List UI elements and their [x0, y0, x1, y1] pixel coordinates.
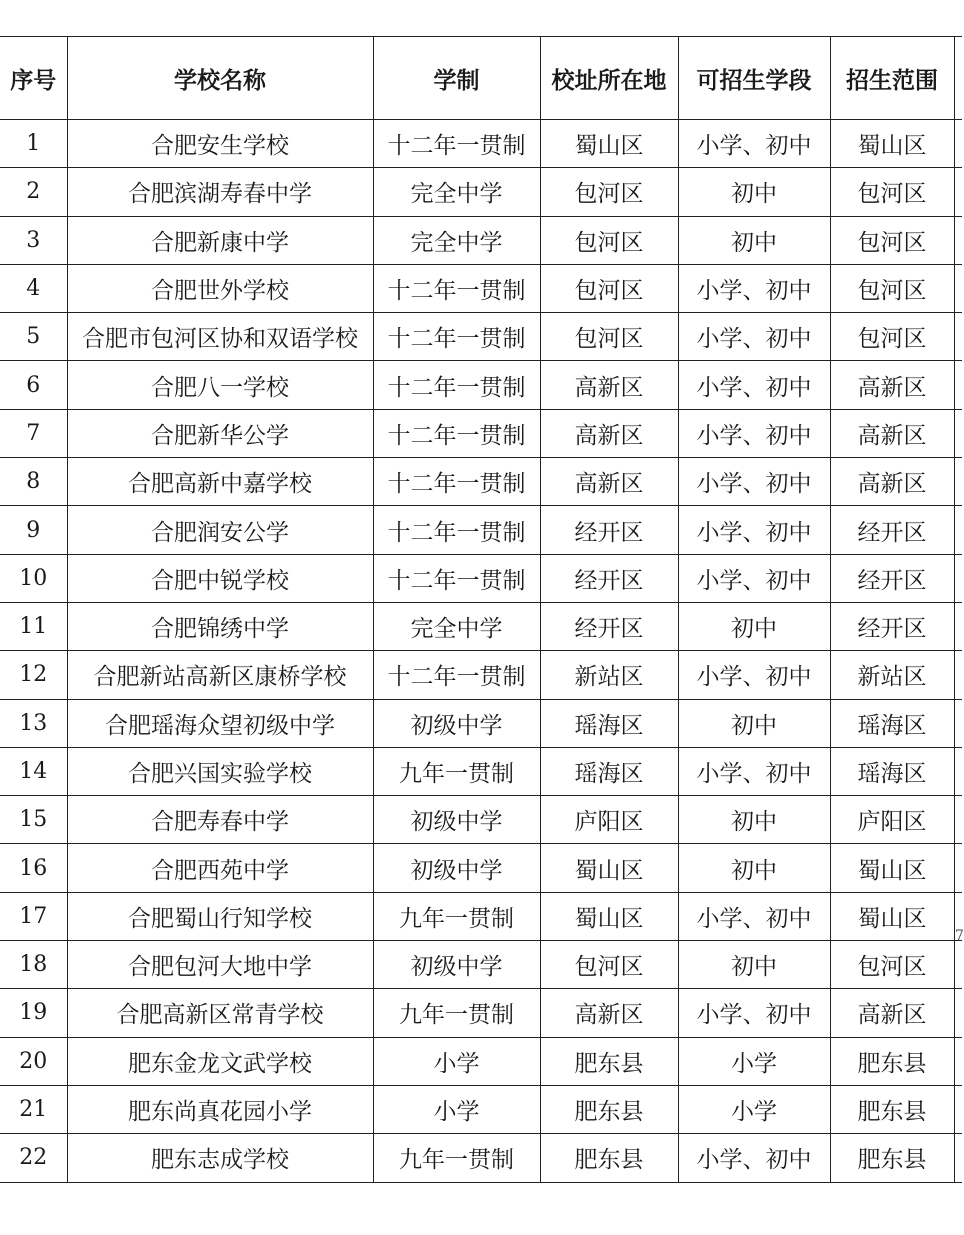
trailing-cell: [954, 458, 962, 506]
cell-enroll-range: 蜀山区: [830, 844, 954, 892]
cell-no: 12: [0, 651, 67, 699]
cell-enroll-stage: 初中: [678, 941, 830, 989]
cell-school-system: 小学: [373, 1037, 540, 1085]
cell-location: 高新区: [540, 458, 678, 506]
cell-no: 9: [0, 506, 67, 554]
trailing-cell: [954, 1134, 962, 1182]
cell-school-name: 肥东金龙文武学校: [67, 1037, 373, 1085]
cell-enroll-stage: 小学、初中: [678, 892, 830, 940]
cell-school-system: 九年一贯制: [373, 892, 540, 940]
trailing-cell: [954, 409, 962, 457]
cell-school-name: 合肥市包河区协和双语学校: [67, 313, 373, 361]
cell-school-name: 合肥蜀山行知学校: [67, 892, 373, 940]
cell-location: 蜀山区: [540, 892, 678, 940]
cell-location: 经开区: [540, 506, 678, 554]
table-row: [0, 1037, 962, 1085]
cell-school-system: 九年一贯制: [373, 747, 540, 795]
trailing-cell: [954, 554, 962, 602]
trailing-cell: [954, 747, 962, 795]
trailing-cell: [954, 796, 962, 844]
cell-school-system: 完全中学: [373, 602, 540, 650]
trailing-cell: [954, 361, 962, 409]
header-trailing-cell: [954, 37, 962, 120]
cell-school-system: 十二年一贯制: [373, 651, 540, 699]
cell-no: 4: [0, 264, 67, 312]
trailing-cell: [954, 264, 962, 312]
cell-location: 包河区: [540, 313, 678, 361]
cell-no: 5: [0, 313, 67, 361]
school-table-container: [0, 36, 962, 1183]
cell-location: 新站区: [540, 651, 678, 699]
cell-enroll-range: 瑶海区: [830, 747, 954, 795]
header-enroll-range: 招生范围: [830, 37, 954, 120]
table-row: [0, 651, 962, 699]
cell-enroll-range: 包河区: [830, 313, 954, 361]
cell-enroll-range: 高新区: [830, 361, 954, 409]
cell-school-system: 完全中学: [373, 168, 540, 216]
header-school-name: 学校名称: [67, 37, 373, 120]
cell-school-system: 十二年一贯制: [373, 409, 540, 457]
cell-location: 肥东县: [540, 1085, 678, 1133]
cell-enroll-range: 包河区: [830, 216, 954, 264]
cell-school-system: 小学: [373, 1085, 540, 1133]
cell-school-name: 肥东尚真花园小学: [67, 1085, 373, 1133]
cell-no: 16: [0, 844, 67, 892]
cell-no: 10: [0, 554, 67, 602]
cell-school-name: 合肥寿春中学: [67, 796, 373, 844]
trailing-cell: [954, 699, 962, 747]
cell-school-system: 十二年一贯制: [373, 506, 540, 554]
cell-enroll-stage: 初中: [678, 699, 830, 747]
cell-enroll-range: 肥东县: [830, 1085, 954, 1133]
cell-enroll-range: 蜀山区: [830, 120, 954, 168]
cell-school-system: 十二年一贯制: [373, 120, 540, 168]
cell-enroll-range: 肥东县: [830, 1134, 954, 1182]
trailing-cell: [954, 216, 962, 264]
cell-enroll-range: 蜀山区: [830, 892, 954, 940]
cell-school-name: 合肥包河大地中学: [67, 941, 373, 989]
table-row: [0, 747, 962, 795]
edge-glyph: 7: [955, 928, 964, 944]
cell-no: 19: [0, 989, 67, 1037]
table-body: [0, 120, 962, 1183]
cell-school-system: 初级中学: [373, 796, 540, 844]
cell-enroll-range: 包河区: [830, 168, 954, 216]
cell-enroll-range: 新站区: [830, 651, 954, 699]
cell-enroll-range: 包河区: [830, 264, 954, 312]
cell-enroll-range: 肥东县: [830, 1037, 954, 1085]
table-row: [0, 361, 962, 409]
cell-school-system: 十二年一贯制: [373, 313, 540, 361]
cell-enroll-stage: 小学、初中: [678, 651, 830, 699]
cell-no: 22: [0, 1134, 67, 1182]
cell-location: 蜀山区: [540, 120, 678, 168]
header-school-system: 学制: [373, 37, 540, 120]
cell-school-name: 合肥瑶海众望初级中学: [67, 699, 373, 747]
table-row: [0, 120, 962, 168]
cell-enroll-range: 高新区: [830, 989, 954, 1037]
cell-location: 高新区: [540, 989, 678, 1037]
table-row: [0, 941, 962, 989]
cell-school-system: 初级中学: [373, 699, 540, 747]
cell-enroll-range: 经开区: [830, 602, 954, 650]
trailing-cell: [954, 313, 962, 361]
cell-enroll-range: 瑶海区: [830, 699, 954, 747]
cell-location: 包河区: [540, 168, 678, 216]
cell-enroll-stage: 小学、初中: [678, 554, 830, 602]
cell-school-system: 十二年一贯制: [373, 264, 540, 312]
cell-school-name: 合肥中锐学校: [67, 554, 373, 602]
cell-enroll-range: 高新区: [830, 458, 954, 506]
trailing-cell: [954, 1085, 962, 1133]
cell-enroll-stage: 初中: [678, 844, 830, 892]
cell-enroll-range: 经开区: [830, 554, 954, 602]
cell-enroll-range: 高新区: [830, 409, 954, 457]
cell-enroll-stage: 小学、初中: [678, 458, 830, 506]
cell-location: 包河区: [540, 941, 678, 989]
cell-school-name: 合肥安生学校: [67, 120, 373, 168]
table-row: [0, 1134, 962, 1182]
cell-enroll-stage: 小学、初中: [678, 313, 830, 361]
header-enroll-stage: 可招生学段: [678, 37, 830, 120]
table-row: [0, 892, 962, 940]
cell-location: 瑶海区: [540, 747, 678, 795]
cell-no: 20: [0, 1037, 67, 1085]
cell-school-system: 九年一贯制: [373, 989, 540, 1037]
cell-school-name: 合肥滨湖寿春中学: [67, 168, 373, 216]
cell-school-name: 合肥八一学校: [67, 361, 373, 409]
cell-school-system: 完全中学: [373, 216, 540, 264]
cell-school-name: 合肥润安公学: [67, 506, 373, 554]
cell-school-name: 合肥锦绣中学: [67, 602, 373, 650]
table-row: [0, 313, 962, 361]
table-row: [0, 554, 962, 602]
cell-enroll-range: 经开区: [830, 506, 954, 554]
cell-school-system: 十二年一贯制: [373, 361, 540, 409]
trailing-cell: [954, 1037, 962, 1085]
cell-enroll-stage: 小学、初中: [678, 361, 830, 409]
cell-no: 13: [0, 699, 67, 747]
cell-school-name: 合肥高新中嘉学校: [67, 458, 373, 506]
table-row: [0, 844, 962, 892]
trailing-cell: [954, 506, 962, 554]
table-row: [0, 264, 962, 312]
cell-location: 庐阳区: [540, 796, 678, 844]
table-row: [0, 796, 962, 844]
trailing-cell: [954, 844, 962, 892]
trailing-cell: [954, 651, 962, 699]
cell-school-system: 九年一贯制: [373, 1134, 540, 1182]
cell-enroll-stage: 小学、初中: [678, 506, 830, 554]
header-location: 校址所在地: [540, 37, 678, 120]
cell-no: 7: [0, 409, 67, 457]
table-row: [0, 506, 962, 554]
cell-location: 肥东县: [540, 1037, 678, 1085]
table-row: [0, 168, 962, 216]
cell-school-system: 十二年一贯制: [373, 554, 540, 602]
cell-enroll-stage: 小学、初中: [678, 264, 830, 312]
cell-no: 18: [0, 941, 67, 989]
cell-enroll-stage: 小学、初中: [678, 989, 830, 1037]
cell-location: 肥东县: [540, 1134, 678, 1182]
cell-location: 蜀山区: [540, 844, 678, 892]
cell-location: 高新区: [540, 361, 678, 409]
cell-location: 瑶海区: [540, 699, 678, 747]
cell-school-system: 初级中学: [373, 844, 540, 892]
trailing-cell: [954, 120, 962, 168]
trailing-cell: [954, 168, 962, 216]
cell-location: 经开区: [540, 602, 678, 650]
cell-enroll-stage: 小学、初中: [678, 409, 830, 457]
cell-school-name: 肥东志成学校: [67, 1134, 373, 1182]
trailing-cell: [954, 941, 962, 989]
table-row: [0, 458, 962, 506]
table-row: [0, 409, 962, 457]
cell-enroll-stage: 初中: [678, 216, 830, 264]
cell-no: 21: [0, 1085, 67, 1133]
cell-no: 3: [0, 216, 67, 264]
cell-location: 包河区: [540, 264, 678, 312]
table-row: [0, 216, 962, 264]
cell-no: 1: [0, 120, 67, 168]
cell-enroll-stage: 初中: [678, 602, 830, 650]
cell-no: 6: [0, 361, 67, 409]
cell-enroll-stage: 小学: [678, 1085, 830, 1133]
cell-school-name: 合肥新站高新区康桥学校: [67, 651, 373, 699]
cell-no: 2: [0, 168, 67, 216]
cell-enroll-stage: 小学: [678, 1037, 830, 1085]
cell-no: 15: [0, 796, 67, 844]
cell-enroll-stage: 小学、初中: [678, 120, 830, 168]
cell-no: 17: [0, 892, 67, 940]
cell-school-system: 初级中学: [373, 941, 540, 989]
table-row: [0, 602, 962, 650]
header-row: [0, 37, 962, 120]
cell-location: 高新区: [540, 409, 678, 457]
cell-school-name: 合肥西苑中学: [67, 844, 373, 892]
table-row: [0, 989, 962, 1037]
cell-enroll-stage: 初中: [678, 168, 830, 216]
cell-no: 8: [0, 458, 67, 506]
cell-enroll-range: 包河区: [830, 941, 954, 989]
cell-enroll-stage: 小学、初中: [678, 747, 830, 795]
cell-school-name: 合肥高新区常青学校: [67, 989, 373, 1037]
cell-location: 包河区: [540, 216, 678, 264]
cell-no: 11: [0, 602, 67, 650]
cell-school-name: 合肥世外学校: [67, 264, 373, 312]
cell-school-name: 合肥新华公学: [67, 409, 373, 457]
cell-enroll-range: 庐阳区: [830, 796, 954, 844]
cell-location: 经开区: [540, 554, 678, 602]
cell-school-name: 合肥兴国实验学校: [67, 747, 373, 795]
cell-school-system: 十二年一贯制: [373, 458, 540, 506]
cell-enroll-stage: 初中: [678, 796, 830, 844]
cell-no: 14: [0, 747, 67, 795]
trailing-cell: [954, 602, 962, 650]
header-no: 序号: [0, 37, 67, 120]
cell-school-name: 合肥新康中学: [67, 216, 373, 264]
cell-enroll-stage: 小学、初中: [678, 1134, 830, 1182]
school-table: [0, 36, 962, 1183]
table-row: [0, 699, 962, 747]
trailing-cell: [954, 989, 962, 1037]
table-row: [0, 1085, 962, 1133]
